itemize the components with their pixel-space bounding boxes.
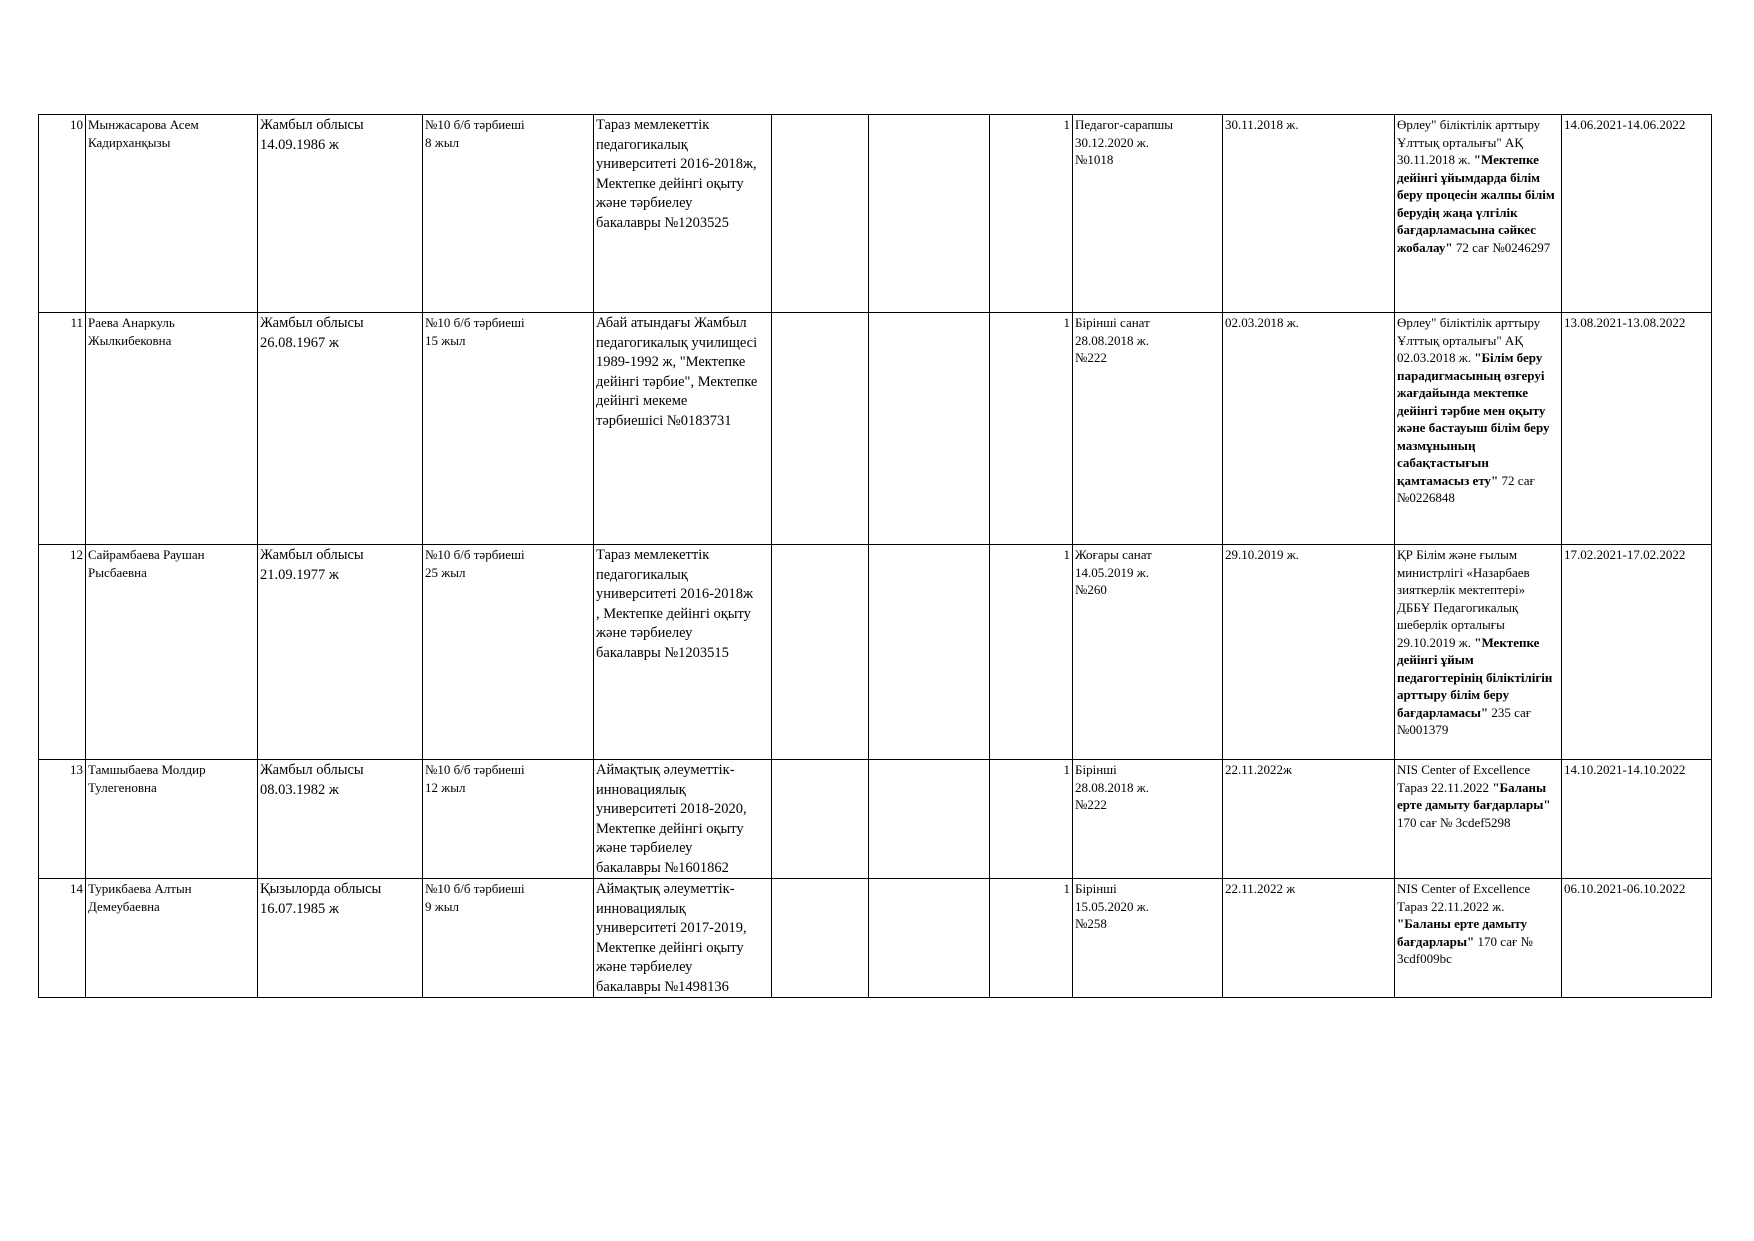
empty-cell: [772, 545, 869, 760]
count-cell: 1: [990, 313, 1073, 545]
course-cell: Өрлеу" біліктілік арттыру Ұлттық орталығы" АҚ 30.11.2018 ж. "Мектепке дейінгі ұйымдарда білім беру процесін жалпы білім берудің жаңа үлгілік бағдарламасына сәйкес жобалау" 72 сағ №0246297: [1395, 115, 1562, 313]
row-number: 13: [39, 760, 86, 879]
table-row: [39, 879, 1712, 998]
full-name-cell: Мынжасарова Асем Кадирханқызы: [86, 115, 258, 313]
staff-table: [38, 114, 1712, 998]
row-number: 11: [39, 313, 86, 545]
full-name-cell: Тамшыбаева Молдир Тулегеновна: [86, 760, 258, 879]
full-name-cell: Раева Анаркуль Жылкибековна: [86, 313, 258, 545]
education-cell: Аймақтық әлеуметтік- инновациялық университеті 2018-2020, Мектепке дейінгі оқыту және тәрбиелеу бакалавры №1601862: [594, 760, 772, 879]
row-number: 14: [39, 879, 86, 998]
empty-cell: [772, 760, 869, 879]
count-cell: 1: [990, 545, 1073, 760]
course-date-cell: 30.11.2018 ж.: [1223, 115, 1395, 313]
count-cell: 1: [990, 879, 1073, 998]
empty-cell: [869, 313, 990, 545]
course-cell: NIS Center of Excellence Тараз 22.11.2022 ж. "Баланы ерте дамыту бағдарлары" 170 сағ № 3cdf009bc: [1395, 879, 1562, 998]
course-date-cell: 29.10.2019 ж.: [1223, 545, 1395, 760]
empty-cell: [869, 760, 990, 879]
position-cell: №10 б/б тәрбиеші 15 жыл: [423, 313, 594, 545]
count-cell: 1: [990, 760, 1073, 879]
table-row: [39, 115, 1712, 313]
education-cell: Тараз мемлекеттік педагогикалық университеті 2016-2018ж, Мектепке дейінгі оқыту және тәрбиелеу бакалавры №1203525: [594, 115, 772, 313]
education-cell: Абай атындағы Жамбыл педагогикалық училищесі 1989-1992 ж, "Мектепке дейінгі тәрбие", Мектепке дейінгі мекеме тәрбиешісі №0183731: [594, 313, 772, 545]
category-cell: Бірінші 15.05.2020 ж. №258: [1073, 879, 1223, 998]
position-cell: №10 б/б тәрбиеші 12 жыл: [423, 760, 594, 879]
birth-cell: Қызылорда облысы 16.07.1985 ж: [258, 879, 423, 998]
row-number: 12: [39, 545, 86, 760]
empty-cell: [772, 879, 869, 998]
education-cell: Тараз мемлекеттік педагогикалық университеті 2016-2018ж , Мектепке дейінгі оқыту және тәрбиелеу бакалавры №1203515: [594, 545, 772, 760]
birth-cell: Жамбыл облысы 14.09.1986 ж: [258, 115, 423, 313]
position-cell: №10 б/б тәрбиеші 25 жыл: [423, 545, 594, 760]
period-cell: 06.10.2021-06.10.2022: [1562, 879, 1712, 998]
course-cell: Өрлеу" біліктілік арттыру Ұлттық орталығы" АҚ 02.03.2018 ж. "Білім беру парадигмасының өзгеруі жағдайында мектепке дейінгі тәрбие мен оқыту және бастауыш білім беру мазмұнының сабақтастығын қамтамасыз ету" 72 сағ №0226848: [1395, 313, 1562, 545]
table-row: [39, 313, 1712, 545]
birth-cell: Жамбыл облысы 21.09.1977 ж: [258, 545, 423, 760]
full-name-cell: Сайрамбаева Раушан Рысбаевна: [86, 545, 258, 760]
table-row: [39, 545, 1712, 760]
empty-cell: [869, 115, 990, 313]
position-cell: №10 б/б тәрбиеші 9 жыл: [423, 879, 594, 998]
row-number: 10: [39, 115, 86, 313]
period-cell: 17.02.2021-17.02.2022: [1562, 545, 1712, 760]
empty-cell: [869, 879, 990, 998]
course-date-cell: 02.03.2018 ж.: [1223, 313, 1395, 545]
table-row: [39, 760, 1712, 879]
count-cell: 1: [990, 115, 1073, 313]
empty-cell: [772, 115, 869, 313]
period-cell: 13.08.2021-13.08.2022: [1562, 313, 1712, 545]
birth-cell: Жамбыл облысы 26.08.1967 ж: [258, 313, 423, 545]
category-cell: Бірінші 28.08.2018 ж. №222: [1073, 760, 1223, 879]
course-date-cell: 22.11.2022ж: [1223, 760, 1395, 879]
category-cell: Жоғары санат 14.05.2019 ж. №260: [1073, 545, 1223, 760]
education-cell: Аймақтық әлеуметтік- инновациялық университеті 2017-2019, Мектепке дейінгі оқыту және тәрбиелеу бакалавры №1498136: [594, 879, 772, 998]
birth-cell: Жамбыл облысы 08.03.1982 ж: [258, 760, 423, 879]
period-cell: 14.06.2021-14.06.2022: [1562, 115, 1712, 313]
course-cell: NIS Center of Excellence Тараз 22.11.2022 "Баланы ерте дамыту бағдарлары" 170 сағ № 3cdef5298: [1395, 760, 1562, 879]
course-date-cell: 22.11.2022 ж: [1223, 879, 1395, 998]
empty-cell: [772, 313, 869, 545]
category-cell: Педагог-сарапшы 30.12.2020 ж. №1018: [1073, 115, 1223, 313]
category-cell: Бірінші санат 28.08.2018 ж. №222: [1073, 313, 1223, 545]
period-cell: 14.10.2021-14.10.2022: [1562, 760, 1712, 879]
empty-cell: [869, 545, 990, 760]
full-name-cell: Турикбаева Алтын Демеубаевна: [86, 879, 258, 998]
course-cell: ҚР Білім және ғылым министрлігі «Назарбаев зияткерлік мектептері» ДББҰ Педагогикалық шеберлік орталығы 29.10.2019 ж. "Мектепке дейінгі ұйым педагогтерінің біліктілігін арттыру білім беру бағдарламасы" 235 сағ №001379: [1395, 545, 1562, 760]
position-cell: №10 б/б тәрбиеші 8 жыл: [423, 115, 594, 313]
